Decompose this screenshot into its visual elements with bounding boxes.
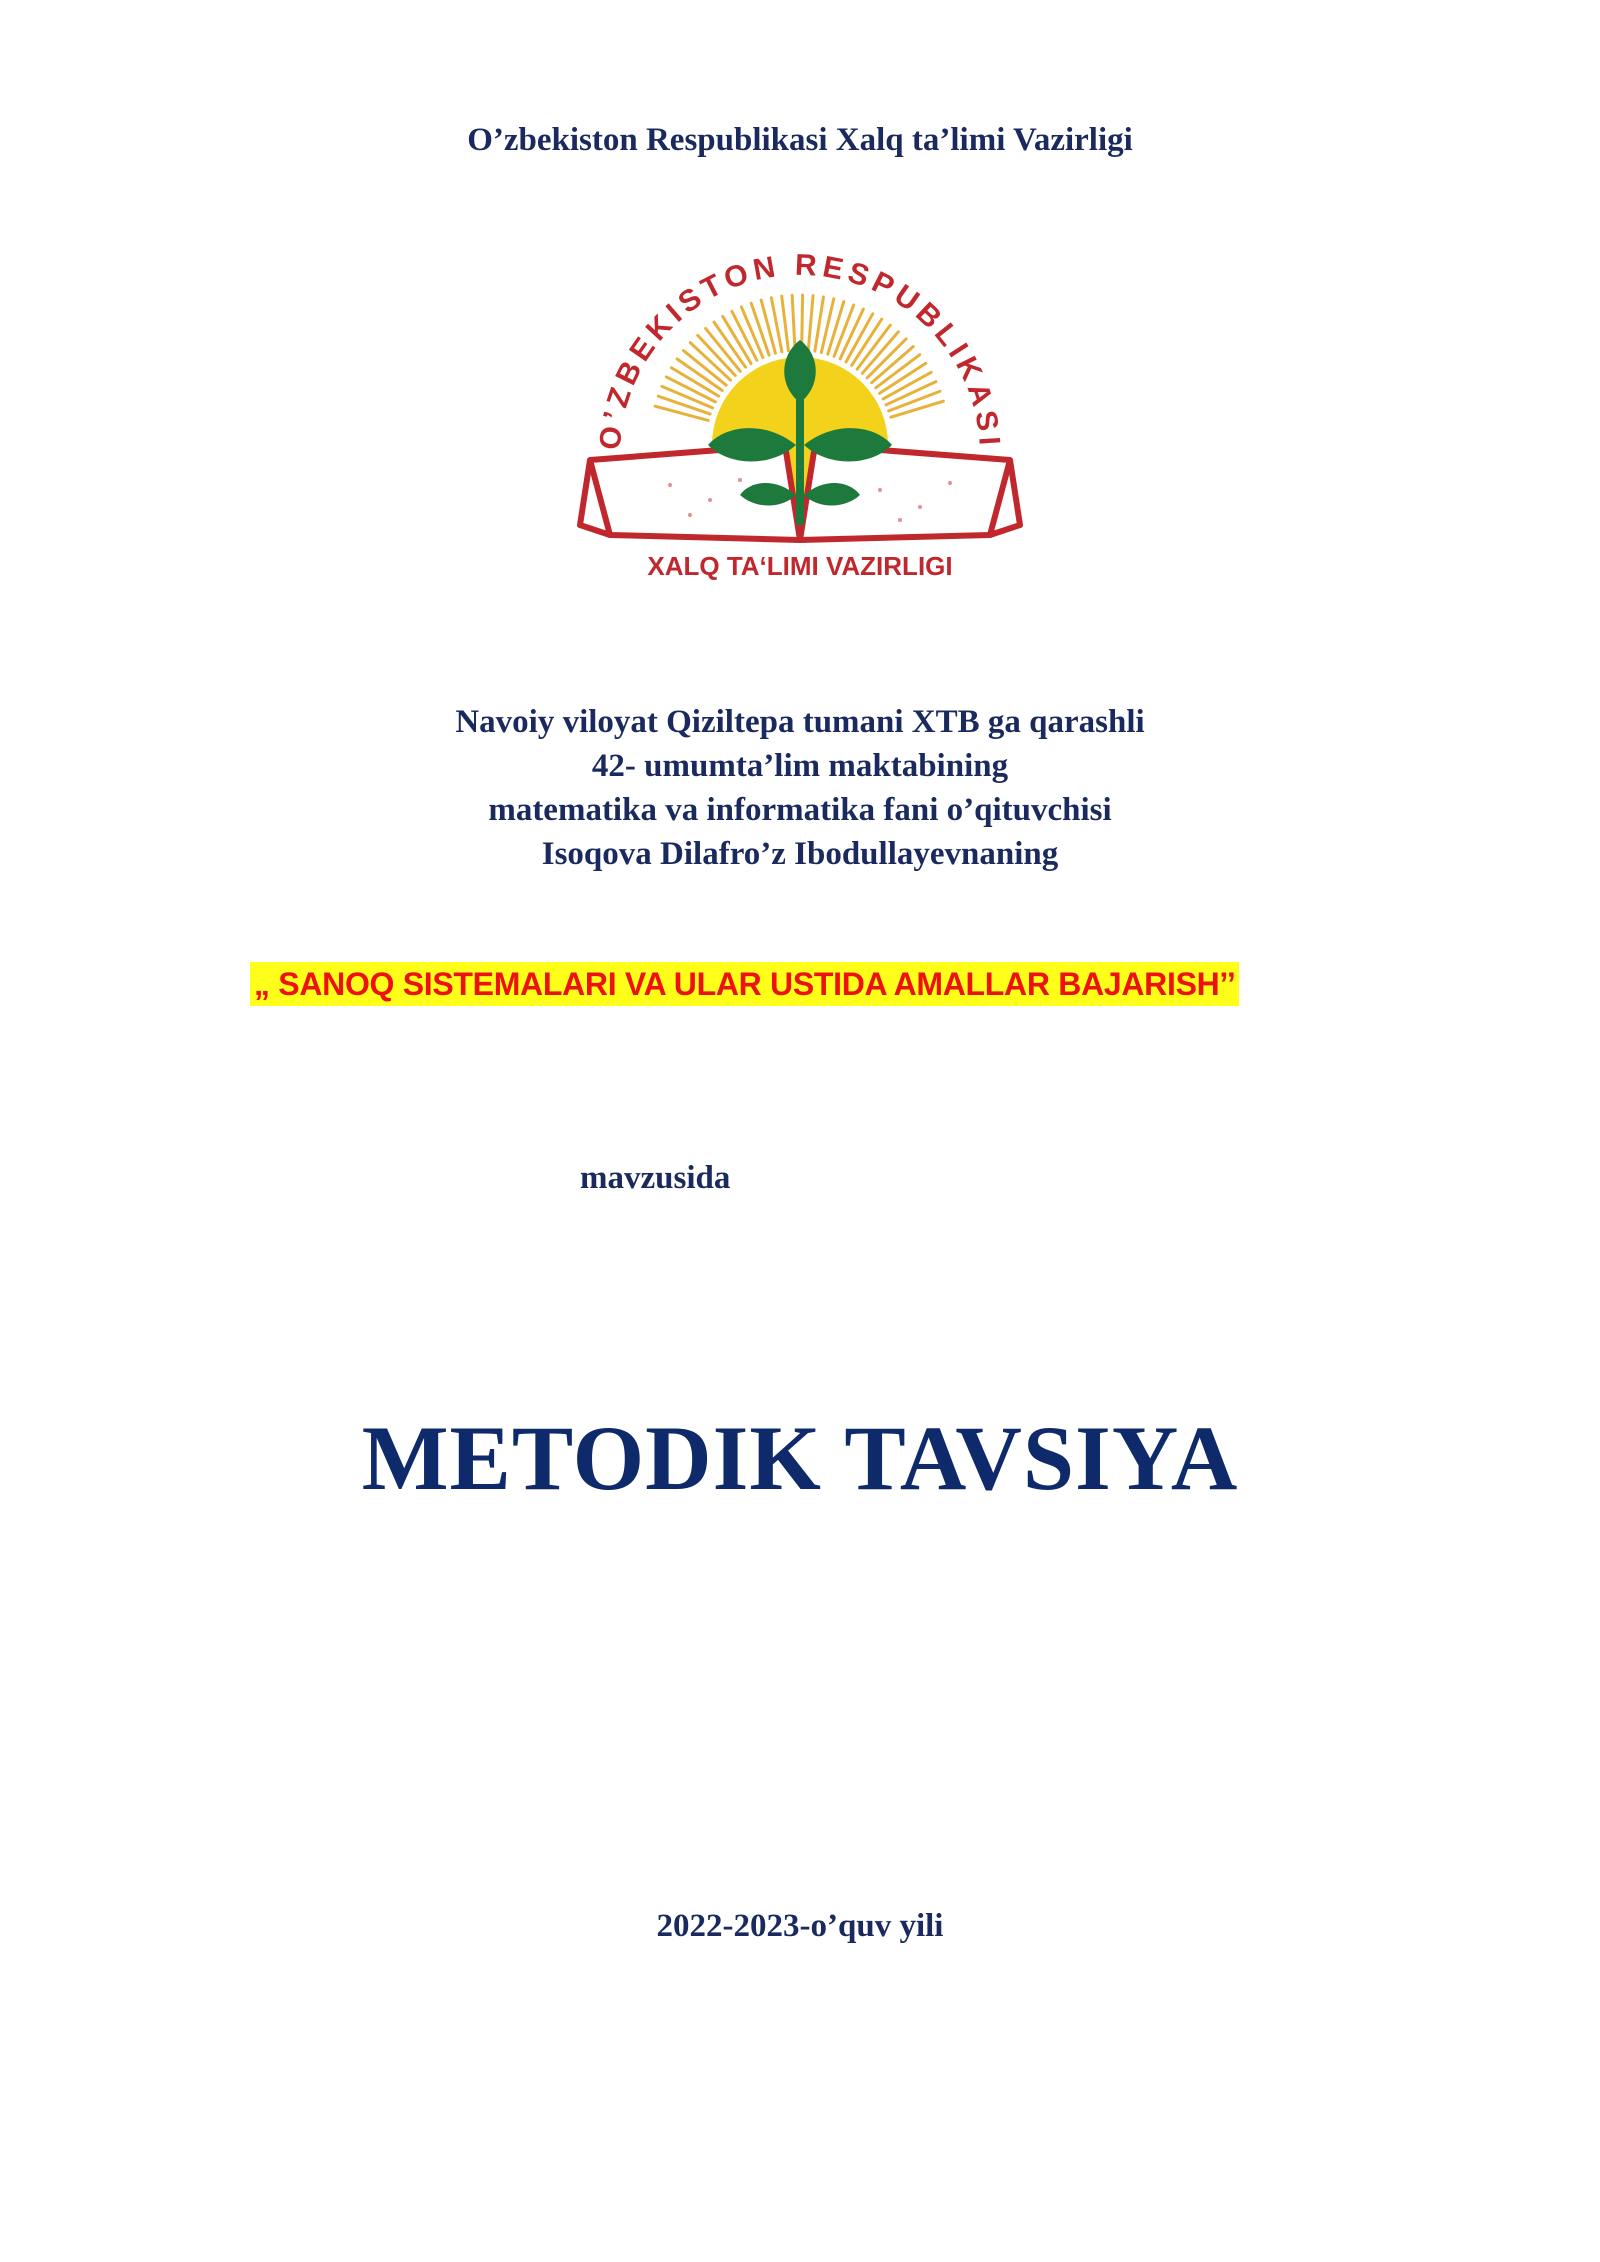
sun-ray <box>792 295 795 350</box>
main-title: METODIK TAVSIYA <box>361 1407 1239 1509</box>
topic-container <box>250 962 1239 1006</box>
author-line-subject: matematika va informatika fani o’qituvchisi <box>488 792 1112 828</box>
sun-ray <box>808 296 813 351</box>
ministry-heading: O’zbekiston Respublikasi Xalq ta’limi Vazirligi <box>467 122 1133 158</box>
svg-text:O’ZBEKISTON RESPUBLIKASI: O’ZBEKISTON RESPUBLIKASI <box>593 248 1007 452</box>
sun-ray <box>655 406 708 420</box>
author-line-region: Navoiy viloyat Qiziltepa tumani XTB ga qarashli <box>455 704 1145 740</box>
subtitle-mavzusida: mavzusida <box>580 1160 731 1196</box>
author-block <box>0 700 1600 876</box>
ministry-logo <box>550 245 1050 585</box>
sun-ray <box>782 296 789 351</box>
author-line-school: 42- umumta’lim maktabining <box>591 748 1009 784</box>
author-line-name: Isoqova Dilafro’z Ibodullayevnaning <box>541 836 1059 872</box>
emblem-sun-book-sprout-icon <box>550 245 1050 585</box>
svg-text:XALQ TA‘LIMI VAZIRLIGI: XALQ TA‘LIMI VAZIRLIGI <box>647 551 953 581</box>
academic-year: 2022-2023-o’quv yili <box>656 1908 944 1944</box>
topic-highlight: „ SANOQ SISTEMALARI VA ULAR USTIDA AMALLAR BAJARISH’’ <box>250 962 1239 1006</box>
sun-ray <box>891 401 944 417</box>
